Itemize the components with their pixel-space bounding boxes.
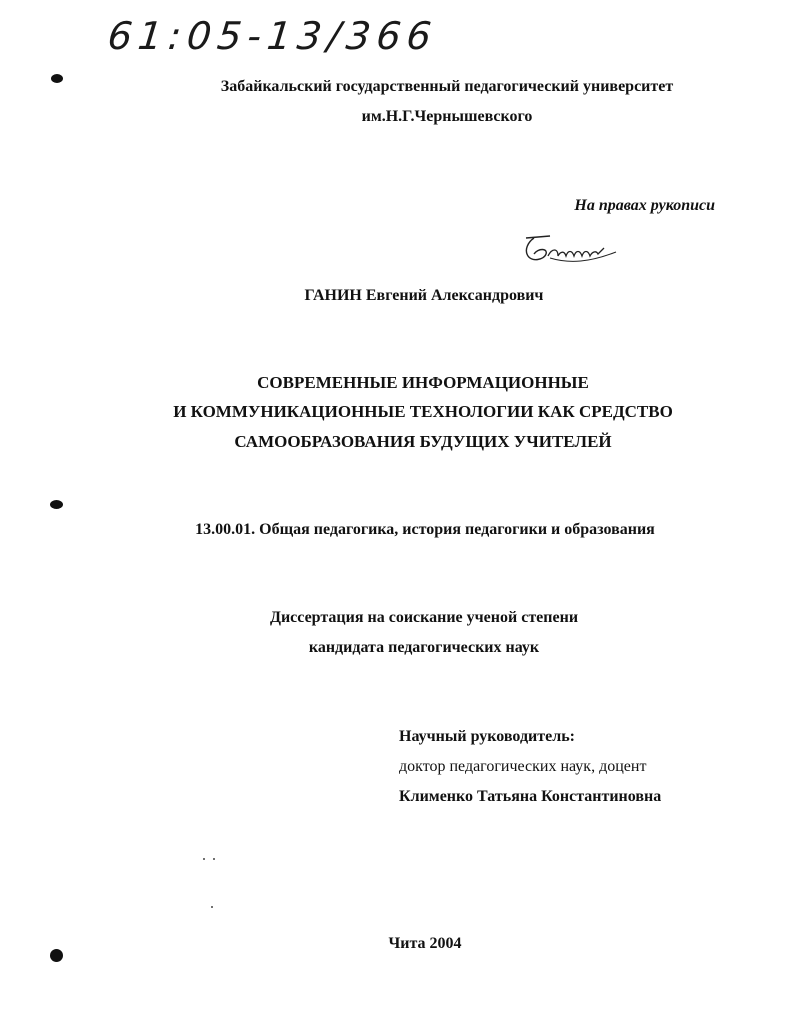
- scan-speck: [203, 858, 205, 860]
- degree-statement-line2: кандидата педагогических наук: [308, 639, 540, 656]
- specialty-code: 13.00.01. Общая педагогика, история педагогики и образования: [195, 521, 655, 538]
- archive-number: 61:05-13/366: [105, 14, 440, 58]
- university-name-suffix: им.Н.Г.Чернышевского: [361, 108, 533, 125]
- punch-mark: [50, 500, 63, 509]
- supervisor-name: Клименко Татьяна Константиновна: [399, 788, 662, 805]
- manuscript-note: На правах рукописи: [574, 197, 715, 214]
- supervisor-label: Научный руководитель:: [399, 728, 575, 745]
- degree-statement-line1: Диссертация на соискание ученой степени: [269, 609, 579, 626]
- dissertation-title-line2: И КОММУНИКАЦИОННЫЕ ТЕХНОЛОГИИ КАК СРЕДСТВО: [173, 402, 673, 421]
- scan-speck: [213, 858, 215, 860]
- university-name: Забайкальский государственный педагогический университет: [220, 78, 674, 95]
- scan-speck: [211, 906, 213, 908]
- dissertation-title-line3: САМООБРАЗОВАНИЯ БУДУЩИХ УЧИТЕЛЕЙ: [234, 432, 612, 451]
- author-name: ГАНИН Евгений Александрович: [304, 287, 544, 304]
- city-year: Чита 2004: [388, 935, 462, 952]
- author-signature: [520, 228, 620, 270]
- dissertation-title-line1: СОВРЕМЕННЫЕ ИНФОРМАЦИОННЫЕ: [257, 373, 589, 392]
- supervisor-degree: доктор педагогических наук, доцент: [399, 758, 647, 775]
